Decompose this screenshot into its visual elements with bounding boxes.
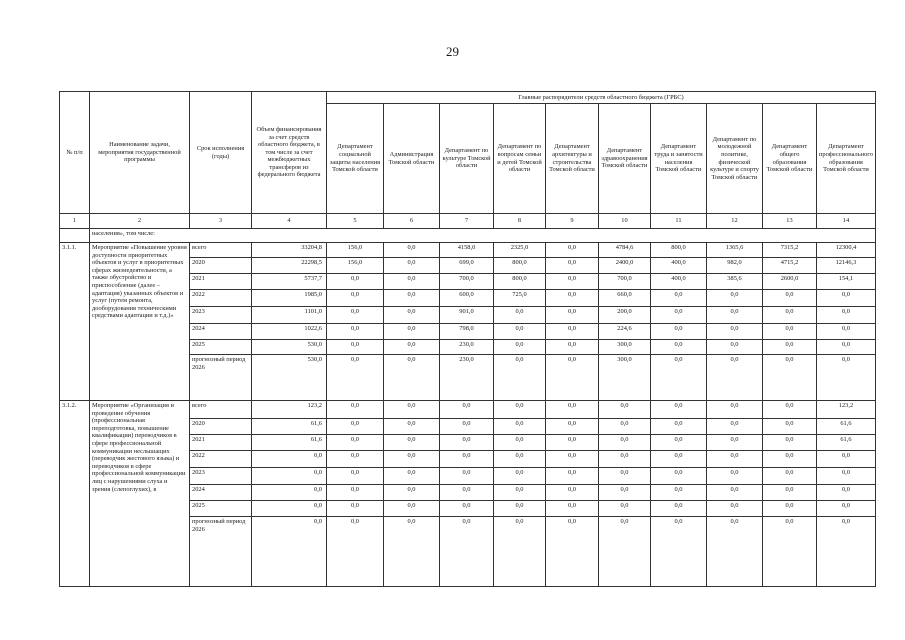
- grbs-value-cell: 0,0: [384, 274, 440, 290]
- grbs-value-cell: 0,0: [599, 485, 651, 501]
- grbs-value-cell: 0,0: [546, 274, 599, 290]
- grbs-value-cell: 0,0: [384, 451, 440, 468]
- continuation-empty: [60, 229, 90, 243]
- grbs-value-cell: 0,0: [384, 307, 440, 324]
- row-number: 3.1.1.: [60, 243, 90, 401]
- period-cell: 2025: [190, 340, 252, 355]
- header-grbs-9: Департамент общего образования Томской области: [763, 104, 817, 214]
- grbs-value-cell: 1365,6: [707, 243, 763, 258]
- grbs-value-cell: 800,0: [651, 243, 707, 258]
- grbs-value-cell: 0,0: [651, 485, 707, 501]
- grbs-value-cell: 0,0: [327, 419, 384, 435]
- grbs-value-cell: 123,2: [817, 401, 876, 419]
- task-name: Мероприятие «Повышение уровня доступности приоритетных объектов и услуг в приоритетных сферах жизнедеятельности, а также обустройство и приспособление (далее – адаптация) указанных объектов и услуг (путем ремонта, дооборудования техническими средствами адаптации и т.д.)»: [90, 243, 190, 401]
- grbs-value-cell: 0,0: [651, 451, 707, 468]
- grbs-value-cell: 0,0: [763, 517, 817, 587]
- grbs-value-cell: 0,0: [327, 517, 384, 587]
- grbs-value-cell: 0,0: [707, 468, 763, 485]
- grbs-value-cell: 0,0: [384, 485, 440, 501]
- column-number-8: 8: [494, 214, 546, 229]
- grbs-value-cell: 4158,0: [440, 243, 494, 258]
- grbs-value-cell: 0,0: [763, 307, 817, 324]
- grbs-value-cell: 0,0: [599, 419, 651, 435]
- grbs-value-cell: 0,0: [546, 324, 599, 340]
- grbs-value-cell: 4784,6: [599, 243, 651, 258]
- task-name: Мероприятие «Организация и проведение обучения (профессиональная переподготовка, повышение квалификации) переводчиков в сфере профессиональной коммуникации неслышащих (переводчик жестового языка) и переводчиков в сфере профессиональной коммуникации лиц с нарушениями слуха и зрения (слепоглухих), в: [90, 401, 190, 587]
- total-funding-cell: 0,0: [252, 468, 327, 485]
- grbs-value-cell: 0,0: [651, 355, 707, 401]
- grbs-value-cell: 0,0: [707, 324, 763, 340]
- total-funding-cell: 530,0: [252, 340, 327, 355]
- grbs-value-cell: 0,0: [384, 340, 440, 355]
- column-number-9: 9: [546, 214, 599, 229]
- grbs-value-cell: 0,0: [440, 468, 494, 485]
- grbs-value-cell: 0,0: [546, 501, 599, 517]
- grbs-value-cell: 0,0: [494, 468, 546, 485]
- grbs-value-cell: 0,0: [707, 340, 763, 355]
- grbs-value-cell: 901,0: [440, 307, 494, 324]
- header-task-name: Наименование задачи, мероприятия государственной программы: [90, 92, 190, 214]
- grbs-value-cell: 0,0: [546, 290, 599, 307]
- header-number: № п/п: [60, 92, 90, 214]
- grbs-value-cell: 0,0: [763, 501, 817, 517]
- grbs-value-cell: 400,0: [651, 258, 707, 274]
- column-number-3: 3: [190, 214, 252, 229]
- grbs-value-cell: 0,0: [817, 355, 876, 401]
- grbs-value-cell: 0,0: [327, 290, 384, 307]
- total-funding-cell: 1022,6: [252, 324, 327, 340]
- total-funding-cell: 1985,0: [252, 290, 327, 307]
- grbs-value-cell: 660,0: [599, 290, 651, 307]
- total-funding-cell: 530,0: [252, 355, 327, 401]
- grbs-value-cell: 600,0: [440, 290, 494, 307]
- grbs-value-cell: 0,0: [494, 517, 546, 587]
- grbs-value-cell: 200,0: [599, 307, 651, 324]
- grbs-value-cell: 0,0: [763, 485, 817, 501]
- grbs-value-cell: 0,0: [384, 435, 440, 451]
- column-number-1: 1: [60, 214, 90, 229]
- grbs-value-cell: 0,0: [707, 290, 763, 307]
- grbs-value-cell: 0,0: [763, 435, 817, 451]
- total-funding-cell: 1101,0: [252, 307, 327, 324]
- grbs-value-cell: 0,0: [763, 355, 817, 401]
- grbs-value-cell: 0,0: [707, 355, 763, 401]
- grbs-value-cell: 2600,0: [763, 274, 817, 290]
- grbs-value-cell: 0,0: [494, 485, 546, 501]
- grbs-value-cell: 0,0: [817, 517, 876, 587]
- grbs-value-cell: 385,6: [707, 274, 763, 290]
- grbs-value-cell: 0,0: [599, 401, 651, 419]
- grbs-value-cell: 0,0: [651, 324, 707, 340]
- grbs-value-cell: 0,0: [546, 243, 599, 258]
- period-cell: 2020: [190, 258, 252, 274]
- grbs-value-cell: 154,1: [817, 274, 876, 290]
- grbs-value-cell: 0,0: [546, 355, 599, 401]
- grbs-value-cell: 0,0: [546, 307, 599, 324]
- grbs-value-cell: 0,0: [817, 324, 876, 340]
- grbs-value-cell: 0,0: [651, 290, 707, 307]
- grbs-value-cell: 230,0: [440, 355, 494, 401]
- column-number-6: 6: [384, 214, 440, 229]
- grbs-value-cell: 0,0: [763, 451, 817, 468]
- grbs-value-cell: 0,0: [651, 340, 707, 355]
- total-funding-cell: 0,0: [252, 485, 327, 501]
- grbs-value-cell: 0,0: [651, 501, 707, 517]
- grbs-value-cell: 0,0: [707, 435, 763, 451]
- period-cell: 2022: [190, 451, 252, 468]
- grbs-value-cell: 0,0: [384, 468, 440, 485]
- total-funding-cell: 33204,8: [252, 243, 327, 258]
- grbs-value-cell: 0,0: [546, 340, 599, 355]
- period-cell: 2022: [190, 290, 252, 307]
- grbs-value-cell: 300,0: [599, 355, 651, 401]
- grbs-value-cell: 400,0: [651, 274, 707, 290]
- column-number-10: 10: [599, 214, 651, 229]
- header-grbs-6: Департамент здравоохранения Томской области: [599, 104, 651, 214]
- header-period: Срок исполнения (годы): [190, 92, 252, 214]
- grbs-value-cell: 0,0: [327, 274, 384, 290]
- grbs-value-cell: 0,0: [384, 355, 440, 401]
- header-grbs-4: Департамент по вопросам семьи и детей Томской области: [494, 104, 546, 214]
- header-grbs-3: Департамент по культуре Томской области: [440, 104, 494, 214]
- grbs-value-cell: 0,0: [763, 401, 817, 419]
- grbs-value-cell: 0,0: [546, 258, 599, 274]
- grbs-value-cell: 0,0: [651, 419, 707, 435]
- grbs-value-cell: 0,0: [651, 435, 707, 451]
- grbs-value-cell: 800,0: [494, 274, 546, 290]
- grbs-value-cell: 0,0: [327, 340, 384, 355]
- grbs-value-cell: 0,0: [707, 451, 763, 468]
- grbs-value-cell: 156,0: [327, 243, 384, 258]
- grbs-value-cell: 0,0: [440, 419, 494, 435]
- grbs-value-cell: 224,6: [599, 324, 651, 340]
- grbs-value-cell: 0,0: [494, 355, 546, 401]
- grbs-value-cell: 0,0: [763, 468, 817, 485]
- grbs-value-cell: 0,0: [327, 401, 384, 419]
- column-number-11: 11: [651, 214, 707, 229]
- grbs-value-cell: 0,0: [599, 517, 651, 587]
- period-cell: прогнозный период 2026: [190, 517, 252, 587]
- row-number: 3.1.2.: [60, 401, 90, 587]
- grbs-value-cell: 0,0: [651, 401, 707, 419]
- grbs-value-cell: 0,0: [599, 451, 651, 468]
- period-cell: всего: [190, 401, 252, 419]
- column-number-7: 7: [440, 214, 494, 229]
- grbs-value-cell: 0,0: [817, 501, 876, 517]
- total-funding-cell: 0,0: [252, 451, 327, 468]
- column-number-2: 2: [90, 214, 190, 229]
- total-funding-cell: 61,6: [252, 419, 327, 435]
- grbs-value-cell: 0,0: [327, 468, 384, 485]
- period-cell: 2021: [190, 435, 252, 451]
- grbs-value-cell: 0,0: [599, 501, 651, 517]
- total-funding-cell: 22298,5: [252, 258, 327, 274]
- grbs-value-cell: 700,0: [599, 274, 651, 290]
- grbs-value-cell: 0,0: [546, 419, 599, 435]
- grbs-value-cell: 0,0: [384, 243, 440, 258]
- total-funding-cell: 61,6: [252, 435, 327, 451]
- grbs-value-cell: 0,0: [817, 485, 876, 501]
- grbs-value-cell: 0,0: [384, 258, 440, 274]
- column-number-13: 13: [763, 214, 817, 229]
- grbs-value-cell: 0,0: [546, 517, 599, 587]
- grbs-value-cell: 0,0: [327, 435, 384, 451]
- grbs-value-cell: 0,0: [494, 340, 546, 355]
- grbs-value-cell: 0,0: [599, 468, 651, 485]
- grbs-value-cell: 2400,0: [599, 258, 651, 274]
- grbs-value-cell: 0,0: [707, 307, 763, 324]
- grbs-value-cell: 2325,0: [494, 243, 546, 258]
- grbs-funding-table: [59, 91, 876, 587]
- period-cell: 2025: [190, 501, 252, 517]
- period-cell: 2024: [190, 485, 252, 501]
- grbs-value-cell: 0,0: [651, 468, 707, 485]
- header-grbs-1: Департамент социальной защиты населения Томской области: [327, 104, 384, 214]
- grbs-value-cell: 0,0: [494, 324, 546, 340]
- grbs-value-cell: 0,0: [707, 485, 763, 501]
- grbs-value-cell: 800,0: [494, 258, 546, 274]
- grbs-value-cell: 0,0: [494, 435, 546, 451]
- total-funding-cell: 5737,7: [252, 274, 327, 290]
- grbs-value-cell: 0,0: [440, 451, 494, 468]
- grbs-value-cell: 0,0: [707, 517, 763, 587]
- grbs-value-cell: 0,0: [817, 468, 876, 485]
- grbs-value-cell: 156,0: [327, 258, 384, 274]
- grbs-value-cell: 0,0: [440, 401, 494, 419]
- period-cell: 2021: [190, 274, 252, 290]
- column-number-4: 4: [252, 214, 327, 229]
- header-grbs-group: Главные распорядители средств областного бюджета (ГРБС): [327, 92, 876, 104]
- grbs-value-cell: 0,0: [384, 517, 440, 587]
- grbs-value-cell: 0,0: [384, 501, 440, 517]
- total-funding-cell: 0,0: [252, 501, 327, 517]
- column-number-5: 5: [327, 214, 384, 229]
- period-cell: прогнозный период 2026: [190, 355, 252, 401]
- grbs-value-cell: 0,0: [763, 324, 817, 340]
- grbs-value-cell: 0,0: [384, 419, 440, 435]
- grbs-value-cell: 7315,2: [763, 243, 817, 258]
- period-cell: 2023: [190, 307, 252, 324]
- grbs-value-cell: 0,0: [546, 468, 599, 485]
- grbs-value-cell: 0,0: [327, 485, 384, 501]
- grbs-value-cell: 0,0: [494, 307, 546, 324]
- grbs-value-cell: 0,0: [707, 401, 763, 419]
- column-number-14: 14: [817, 214, 876, 229]
- grbs-value-cell: 0,0: [440, 485, 494, 501]
- grbs-value-cell: 0,0: [817, 451, 876, 468]
- grbs-value-cell: 699,0: [440, 258, 494, 274]
- grbs-value-cell: 0,0: [327, 501, 384, 517]
- grbs-value-cell: 0,0: [546, 401, 599, 419]
- grbs-value-cell: 0,0: [651, 307, 707, 324]
- grbs-value-cell: 0,0: [546, 451, 599, 468]
- grbs-value-cell: 0,0: [707, 501, 763, 517]
- grbs-value-cell: 982,0: [707, 258, 763, 274]
- continuation-text: населения», том числе:: [90, 229, 876, 243]
- grbs-value-cell: 0,0: [440, 435, 494, 451]
- grbs-value-cell: 0,0: [817, 290, 876, 307]
- grbs-value-cell: 0,0: [494, 419, 546, 435]
- grbs-value-cell: 4715,2: [763, 258, 817, 274]
- grbs-value-cell: 0,0: [763, 340, 817, 355]
- grbs-value-cell: 0,0: [327, 324, 384, 340]
- grbs-value-cell: 0,0: [494, 451, 546, 468]
- grbs-value-cell: 230,0: [440, 340, 494, 355]
- grbs-value-cell: 0,0: [327, 355, 384, 401]
- grbs-value-cell: 12146,3: [817, 258, 876, 274]
- grbs-value-cell: 0,0: [817, 340, 876, 355]
- grbs-value-cell: 0,0: [817, 307, 876, 324]
- grbs-value-cell: 0,0: [651, 517, 707, 587]
- page-number: 29: [446, 44, 459, 59]
- grbs-value-cell: 0,0: [440, 501, 494, 517]
- period-cell: 2020: [190, 419, 252, 435]
- grbs-value-cell: 0,0: [384, 324, 440, 340]
- header-total-funding: Объем финансирования за счет средств областного бюджета, в том числе за счет межбюджетных трансферов из федерального бюджета: [252, 92, 327, 214]
- table-row: [60, 401, 876, 419]
- grbs-value-cell: 61,6: [817, 435, 876, 451]
- grbs-value-cell: 0,0: [384, 401, 440, 419]
- grbs-value-cell: 0,0: [546, 485, 599, 501]
- grbs-value-cell: 0,0: [327, 307, 384, 324]
- grbs-value-cell: 0,0: [440, 517, 494, 587]
- grbs-value-cell: 798,0: [440, 324, 494, 340]
- header-grbs-10: Департамент профессионального образования Томской области: [817, 104, 876, 214]
- grbs-value-cell: 0,0: [494, 401, 546, 419]
- grbs-value-cell: 0,0: [327, 451, 384, 468]
- grbs-value-cell: 0,0: [546, 435, 599, 451]
- grbs-value-cell: 0,0: [599, 435, 651, 451]
- grbs-value-cell: 700,0: [440, 274, 494, 290]
- grbs-value-cell: 725,0: [494, 290, 546, 307]
- grbs-value-cell: 0,0: [763, 419, 817, 435]
- total-funding-cell: 123,2: [252, 401, 327, 419]
- period-cell: 2024: [190, 324, 252, 340]
- header-grbs-2: Администрация Томской области: [384, 104, 440, 214]
- grbs-value-cell: 0,0: [384, 290, 440, 307]
- table-row: [60, 243, 876, 258]
- total-funding-cell: 0,0: [252, 517, 327, 587]
- column-number-12: 12: [707, 214, 763, 229]
- header-grbs-8: Департамент по молодежной политике, физической культуре и спорту Томской области: [707, 104, 763, 214]
- period-cell: всего: [190, 243, 252, 258]
- grbs-value-cell: 0,0: [494, 501, 546, 517]
- grbs-value-cell: 0,0: [763, 290, 817, 307]
- period-cell: 2023: [190, 468, 252, 485]
- header-grbs-5: Департамент архитектуры и строительства Томской области: [546, 104, 599, 214]
- grbs-value-cell: 300,0: [599, 340, 651, 355]
- grbs-value-cell: 61,6: [817, 419, 876, 435]
- grbs-value-cell: 0,0: [707, 419, 763, 435]
- grbs-value-cell: 12300,4: [817, 243, 876, 258]
- header-grbs-7: Департамент труда и занятости населения Томской области: [651, 104, 707, 214]
